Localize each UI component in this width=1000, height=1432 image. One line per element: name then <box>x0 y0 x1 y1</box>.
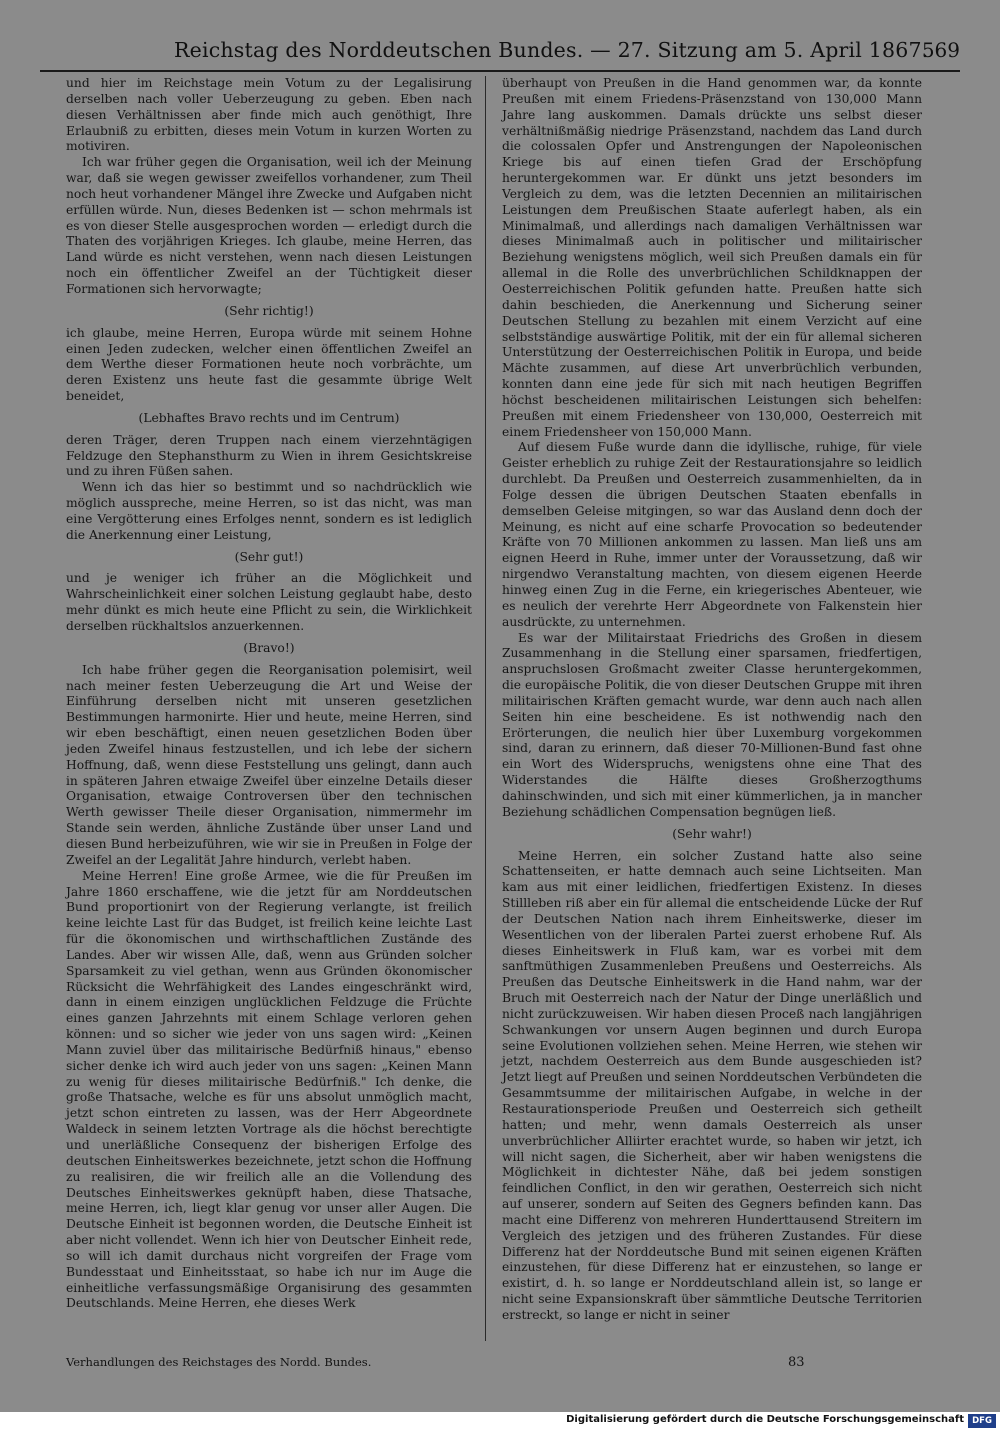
dfg-logo-icon: DFG <box>968 1414 996 1428</box>
left-column-paragraph: und hier im Reichstage mein Votum zu der Legalisirung derselben nach voller Ueberzeugung zu geben. Eben nach diesen Verhältnissen aber finde mich auch genöthigt, Ihre Erlaubniß zu erbitten, dieses mein Votum in kurzen Worten zu motiviren. <box>66 76 472 154</box>
right-column-interjection: (Sehr wahr!) <box>672 826 752 841</box>
right-column-paragraph: überhaupt von Preußen in die Hand genommen war, da konnte Preußen mit einem Friedens-Präsenzstand von 130,000 Mann Jahre lang auskommen. Damals drückte uns selbst dieser verhältnißmäßig niedrige Präsenzstand, nachdem das Land durch die colossalen Opfer und Anstrengungen der Napoleonischen Kriege bis auf einen tiefen Grad der Erschöpfung heruntergekommen war. Er dünkt uns jetzt besonders im Vergleich zu dem, was die letzten Decennien an militairischen Leistungen dem Preußischen Staate auferlegt haben, als ein Minimalmaß, und allerdings nach damaligen Verhältnissen war dieses Minimalmaß auch in politischer und militairischer Beziehung wenigstens möglich, weil sich Preußen damals ein für allemal in die Rolle des unverbrüchlichen Schildknappen der Oesterreichischen Politik gefunden hatte. Preußen hatte sich dahin beschieden, die Anerkennung und Sicherung seiner Deutschen Stellung zu bezahlen mit einem Verzicht auf eine selbstständige auswärtige Politik, mit der ein für allemal sicheren Unterstützung der Oesterreichischen Politik in Europa, und beide Mächte zusammen, auf diese Art unverbrüchlich verbunden, konnten dann eine jede für sich mit nach heutigen Begriffen höchst bescheidenen militairischen Leistungen sich behelfen: Preußen mit einem Friedensheer von 130,000, Oesterreich mit einem Friedensheer von 150,000 Mann. <box>502 76 922 439</box>
page-header <box>40 36 960 72</box>
right-column <box>502 76 922 1324</box>
left-column-interjection: (Bravo!) <box>243 640 295 655</box>
left-column-interjection: (Sehr richtig!) <box>224 303 314 318</box>
left-column-paragraph: ich glaube, meine Herren, Europa würde mit seinem Hohne einen Jeden zudecken, welcher einen öffentlichen Zweifel an dem Werthe dieser Formationen heute noch vorbrächte, um deren Existenz uns heute fast die gesammte übrige Welt beneidet, <box>66 325 472 404</box>
left-column-paragraph: und je weniger ich früher an die Möglichkeit und Wahrscheinlichkeit einer solchen Leistung geglaubt habe, desto mehr dünkt es mich heute eine Pflicht zu sein, die Wirklichkeit derselben rückhaltslos anzuerkennen. <box>66 571 472 633</box>
left-column-paragraph: Wenn ich das hier so bestimmt und so nachdrücklich wie möglich ausspreche, meine Herren, so ist das nicht, was man eine Vergötterung eines Erfolges nennt, sondern es ist lediglich die Anerkennung einer Leistung, <box>66 480 472 542</box>
right-column-paragraph: Auf diesem Fuße wurde dann die idyllische, ruhige, für viele Geister erheblich zu ruhige Zeit der Restaurationsjahre so leidlich durchlebt. Da Preußen und Oesterreich zusammenhielten, da in Folge dessen die übrigen Deutschen Staaten ebenfalls in demselben Geleise mitgingen, so war das Ausland denn doch der Meinung, es nicht auf eine scharfe Provocation so bedeutender Kräfte von 70 Millionen ankommen zu lassen. Man ließ uns am eignen Heerd in Ruhe, immer unter der Voraussetzung, daß wir nirgendwo Veranstaltung machten, von diesem eigenen Heerde hinweg einen Zug in die Ferne, ein kriegerisches Abenteuer, wie es neulich der verehrte Herr Abgeordnete von Falkenstein hier ausdrückte, zu unternehmen. <box>502 440 922 629</box>
funding-credit: Digitalisierung gefördert durch die Deutsche Forschungsgemeinschaft <box>566 1414 964 1425</box>
footer-note: Verhandlungen des Reichstages des Nordd. Bundes. <box>66 1355 372 1369</box>
running-title: Reichstag des Norddeutschen Bundes. — 27. Sitzung am 5. April 1867. <box>174 38 929 62</box>
right-column-paragraph: Es war der Militairstaat Friedrichs des Großen in diesem Zusammenhang in die Stellung einer sparsamen, friedfertigen, anspruchslosen Großmacht zweiter Classe heruntergekommen, die europäische Politik, die von dieser Deutschen Gruppe mit ihren militairischen Kräften gemacht wurde, war denn auch nach allen Seiten hin eine bescheidene. Es ist nothwendig nach den Erörterungen, die neulich hier über Luxemburg vorgekommen sind, daran zu erinnern, daß dieser 70-Millionen-Bund fast ohne ein Wort des Widerspruchs, wenigstens ohne eine That des Widerstandes die Hälfte dieses Großherzogthums dahinschwinden, und sich mit einer kümmerlichen, ja in mancher Beziehung schädlichen Compensation begnügen ließ. <box>502 630 922 819</box>
column-divider <box>485 76 486 1341</box>
left-column-paragraph: Ich habe früher gegen die Reorganisation polemisirt, weil nach meiner festen Ueberzeugung die Art und Weise der Einführung derselben nicht mit unseren gesetzlichen Bestimmungen harmonirte. Hier und heute, meine Herren, sind wir eben beschäftigt, einen neuen gesetzlichen Boden über jeden Zweifel hinaus festzustellen, und ich lebe der sichern Hoffnung, daß, wenn diese Feststellung uns gelingt, dann auch in späteren Jahren etwaige Zweifel über einzelne Details dieser Organisation, etwaige Controversen über den technischen Werth gewisser Theile dieser Organisation, nimmermehr im Stande sein werden, ähnliche Zustände über unser Land und diesen Bund herbeizuführen, wie wir sie in Preußen in Folge der Zweifel an der Legalität Jahre hindurch, verlebt haben. <box>66 662 472 867</box>
right-column-paragraph: Meine Herren, ein solcher Zustand hatte also seine Schattenseiten, er hatte demnach auch seine Lichtseiten. Man kam aus mit einer leidlichen, friedfertigen Existenz. In dieses Stillleben riß aber ein für allemal die entscheidende Lücke der Ruf der Deutschen Nation nach ihrem Einheitswerke, dieser im Wesentlichen von der liberalen Partei zuerst erhobene Ruf. Als dieses Einheitswerk in Fluß kam, war es vorbei mit dem sanftmüthigen Zusammenleben Preußens und Oesterreichs. Als Preußen das Deutsche Einheitswerk in die Hand nahm, war der Bruch mit Oesterreich nach der Natur der Dinge unerläßlich und nicht zurückzuweisen. Wir haben diesen Proceß nach langjährigen Schwankungen vor unsern Augen beginnen und durch Europa seine Evolutionen vollziehen sehen. Meine Herren, wie stehen wir jetzt, nachdem Oesterreich aus dem Bunde ausgeschieden ist? Jetzt liegt auf Preußen und seinen Norddeutschen Verbündeten die Gesammtsumme der militairischen Aufgabe, in welche in der Restaurationsperiode Preußen und Oesterreich sich getheilt hatten; und mehr, wenn damals Oesterreich als unser unverbrüchlicher Alliirter erachtet wurde, so haben wir jetzt, ich will nicht sagen, die Sicherheit, aber wir haben wenigstens die Möglichkeit in dichtester Nähe, daß bei jedem sonstigen feindlichen Conflict, in den wir gerathen, Oesterreich sich nicht auf unserer, sondern auf Seiten des Gegners befinden kann. Das macht eine Differenz von mehreren Hunderttausend Streitern im Vergleich des jetzigen und des früheren Zustandes. Für diese Differenz hat der Norddeutsche Bund mit seinen eigenen Kräften einzustehen, für diese Differenz hat er einzustehen, so lange er existirt, d. h. so lange er Norddeutschland allein ist, so lange er nicht seine Expansionskraft über sämmtliche Deutsche Territorien erstreckt, so lange er nicht in seiner <box>502 848 922 1322</box>
left-column-paragraph: Meine Herren! Eine große Armee, wie die für Preußen im Jahre 1860 erschaffene, wie die jetzt für am Norddeutschen Bund proportionirt von der Regierung verlangte, ist freilich keine leichte Last für das Budget, ist freilich keine leichte Last für die ökonomischen und wirthschaftlichen Zustände des Landes. Aber wir wissen Alle, daß, wenn aus Gründen solcher Sparsamkeit zu viel gethan, wenn aus Gründen ökonomischer Rücksicht die Wehrfähigkeit des Landes eingeschränkt wird, dann in einem einzigen unglücklichen Feldzuge die Früchte eines ganzen Jahrzehnts mit einem Schlage verloren gehen können: und so sicher wie jeder von uns sagen wird: „Keinen Mann zuviel über das militairische Bedürfniß hinaus," ebenso sicher denke ich wird auch jeder von uns sagen: „Keinen Mann zu wenig für dieses militairische Bedürfniß." Ich denke, die große Thatsache, welche es für uns absolut unmöglich macht, jetzt schon eintreten zu lassen, was der Herr Abgeordnete Waldeck in seinem letzten Vortrage als die höchst berechtigte und unerläßliche Consequenz der bisherigen Erfolge des deutschen Einheitswerkes bezeichnete, jetzt schon die Hoffnung zu realisiren, die wir freilich alle an die Vollendung des Deutsches Einheitswerkes geknüpft haben, diese Thatsache, meine Herren, ich, liegt klar genug vor unser aller Augen. Die Deutsche Einheit ist begonnen worden, die Deutsche Einheit ist aber nicht vollendet. Wenn ich hier von Deutscher Einheit rede, so will ich damit durchaus nicht vorgreifen der Frage vom Bundesstaat und Einheitsstaat, so habe ich nur im Auge die einheitliche verfassungsmäßige Organisirung des gesammten Deutschlands. Meine Herren, ehe dieses Werk <box>66 868 472 1311</box>
left-column-interjection: (Lebhaftes Bravo rechts und im Centrum) <box>138 410 400 425</box>
page-number: 569 <box>921 38 960 62</box>
left-column-paragraph: deren Träger, deren Truppen nach einem vierzehntägigen Feldzuge den Stephansthurm zu Wien in ihrem Gesichtskreise und zu ihren Füßen sahen. <box>66 432 472 479</box>
left-column-interjection: (Sehr gut!) <box>234 549 304 564</box>
credit-bar <box>0 1412 1000 1432</box>
left-column-paragraph: Ich war früher gegen die Organisation, weil ich der Meinung war, daß sie wegen gewisser zweifellos vorhandener, zum Theil noch heut vorhandener Mängel ihre Zwecke und Aufgaben nicht erfüllen würde. Nun, dieses Bedenken ist — schon mehrmals ist es von dieser Stelle ausgesprochen worden — erledigt durch die Thaten des vorjährigen Krieges. Ich glaube, meine Herren, das Land würde es nicht verstehen, wenn nach diesen Leistungen noch ein öffentlicher Zweifel an der Tüchtigkeit dieser Formationen sich hervorwagte; <box>66 155 472 296</box>
left-column <box>66 76 472 1312</box>
signature-mark: 83 <box>788 1355 805 1370</box>
